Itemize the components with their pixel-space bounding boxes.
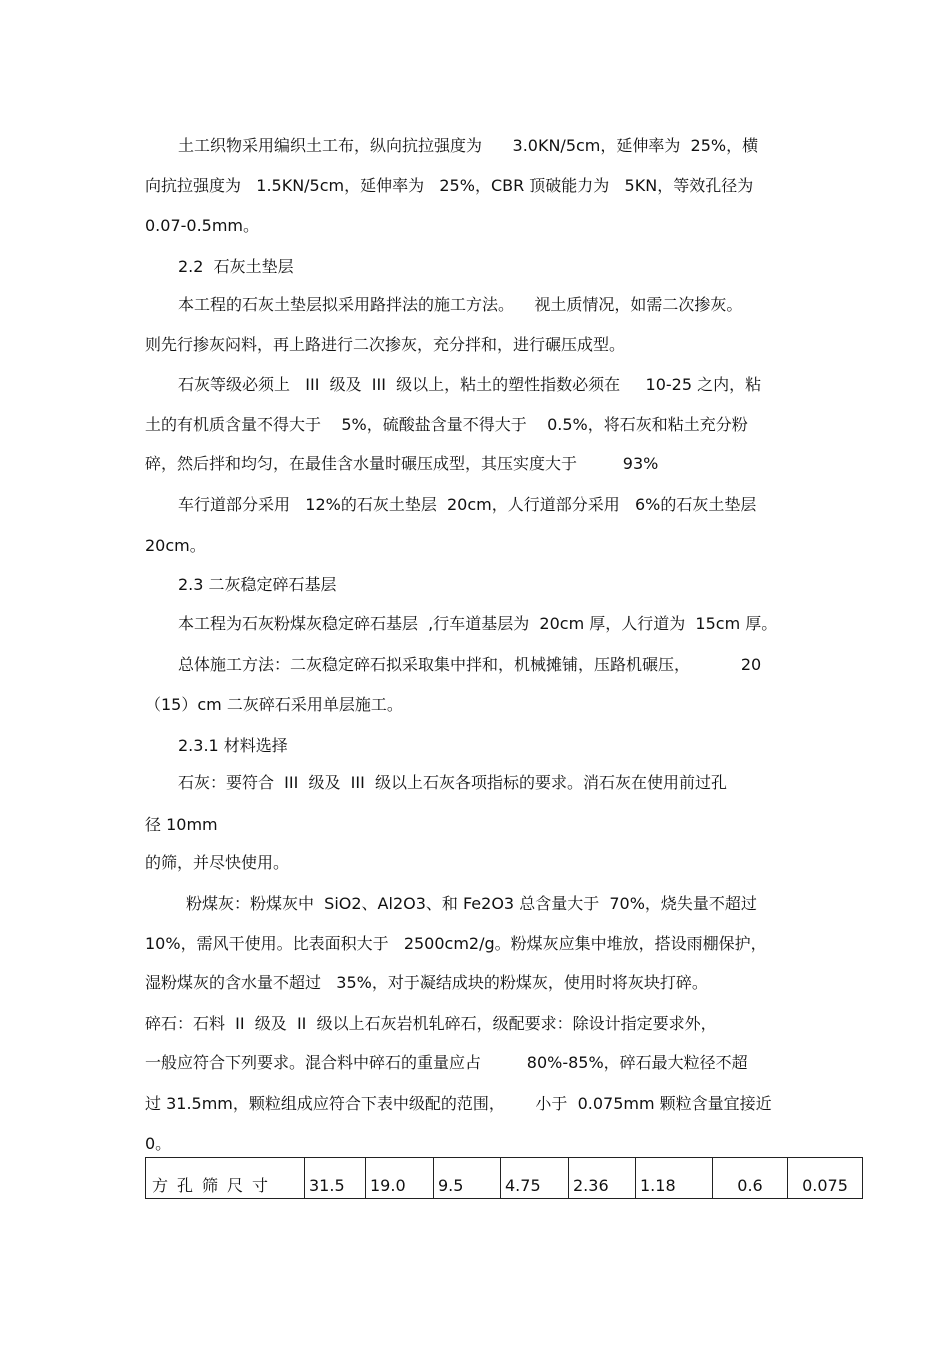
table-cell: 1.18 [636,1158,713,1199]
table-cell: 2.36 [569,1158,636,1199]
paragraph-line: 土的有机质含量不得大于 5%，硫酸盐含量不得大于 0.5%，将石灰和粘土充分粉 [145,415,748,434]
paragraph-line: 车行道部分采用 12%的石灰土垫层 20cm，人行道部分采用 6%的石灰土垫层 [178,495,757,514]
paragraph-line: 则先行掺灰闷料，再上路进行二次掺灰，充分拌和，进行碾压成型。 [145,335,626,354]
paragraph-line: 0。 [145,1134,172,1153]
paragraph-line: 石灰等级必须上 III 级及 III 级以上，粘土的塑性指数必须在 10-25 之内，粘 [178,375,762,394]
table-header-cell: 方孔筛尺寸 [146,1158,305,1199]
paragraph-line: 土工织物采用编织土工布，纵向抗拉强度为 3.0KN/5cm，延伸率为 25%，横 [178,136,759,155]
paragraph-line: （15）cm 二灰碎石采用单层施工。 [145,695,403,714]
sieve-size-table [145,1157,863,1199]
paragraph-line: 向抗拉强度为 1.5KN/5cm，延伸率为 25%，CBR 顶破能力为 5KN，等效孔径为 [145,176,754,195]
paragraph-line: 本工程的石灰土垫层拟采用路拌法的施工方法。 视土质情况，如需二次掺灰。 [178,295,743,314]
paragraph-line: 湿粉煤灰的含水量不超过 35%，对于凝结成块的粉煤灰，使用时将灰块打碎。 [145,973,708,992]
paragraph-line: 石灰：要符合 III 级及 III 级以上石灰各项指标的要求。消石灰在使用前过孔 [178,773,728,792]
paragraph-line: 粉煤灰：粉煤灰中 SiO2、Al2O3、和 Fe2O3 总含量大于 70%，烧失量不超过 [186,894,757,913]
paragraph-line: 一般应符合下列要求。混合料中碎石的重量应占 80%-85%，碎石最大粒径不超 [145,1053,748,1072]
section-heading: 2.2 石灰土垫层 [178,257,294,276]
paragraph-line: 10%，需风干使用。比表面积大于 2500cm2/g。粉煤灰应集中堆放，搭设雨棚保护， [145,934,767,953]
table-cell: 9.5 [434,1158,501,1199]
table-cell: 31.5 [305,1158,366,1199]
paragraph-line: 20cm。 [145,536,206,555]
paragraph-line: 总体施工方法：二灰稳定碎石拟采取集中拌和，机械摊铺，压路机碾压， 20 [178,655,762,674]
paragraph-line: 过 31.5mm，颗粒组成应符合下表中级配的范围， 小于 0.075mm 颗粒含量宜接近 [145,1094,772,1113]
table-cell: 0.6 [713,1158,788,1199]
subsection-heading: 2.3.1 材料选择 [178,736,288,755]
paragraph-line: 的筛，并尽快使用。 [145,853,290,872]
paragraph-line: 0.07-0.5mm。 [145,216,260,235]
table-cell: 4.75 [501,1158,569,1199]
paragraph-line: 本工程为石灰粉煤灰稳定碎石基层 ,行车道基层为 20cm 厚，人行道为 15cm 厚。 [178,614,778,633]
paragraph-line: 碎，然后拌和均匀，在最佳含水量时碾压成型，其压实度大于 93% [145,454,659,473]
paragraph-line: 径 10mm [145,815,218,834]
section-heading: 2.3 二灰稳定碎石基层 [178,575,337,594]
table-cell: 0.075 [788,1158,863,1199]
table-cell: 19.0 [366,1158,434,1199]
table-row [146,1158,863,1199]
paragraph-line: 碎石：石料 II 级及 II 级以上石灰岩机轧碎石，级配要求：除设计指定要求外， [145,1014,717,1033]
